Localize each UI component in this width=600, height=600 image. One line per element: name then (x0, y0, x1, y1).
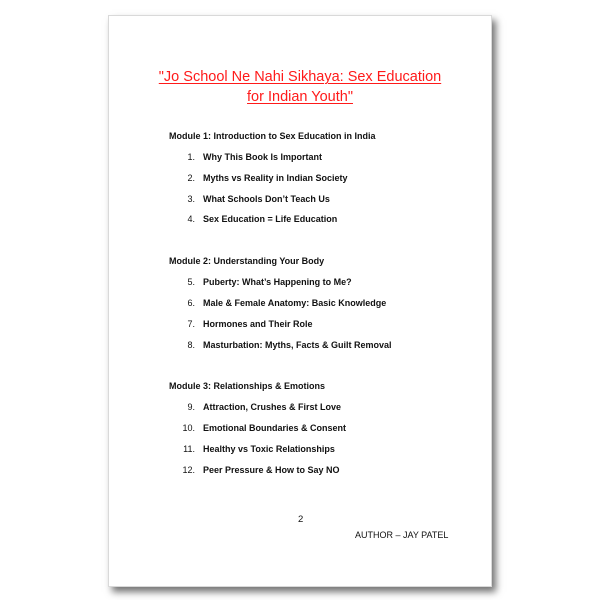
toc-item-number: 8. (187, 340, 195, 350)
author-credit: AUTHOR – JAY PATEL (355, 530, 449, 540)
toc-item-label: Attraction, Crushes & First Love (203, 402, 342, 412)
toc-item-label: Emotional Boundaries & Consent (203, 423, 347, 433)
toc-item-label: Sex Education = Life Education (203, 214, 338, 224)
toc-item-number: 5. (187, 277, 195, 287)
toc-item-number: 6. (187, 298, 195, 308)
toc-item (175, 297, 386, 309)
module-1-heading: Module 1: Introduction to Sex Education in India (169, 131, 376, 141)
page-number: 2 (298, 514, 304, 525)
toc-item (175, 422, 346, 434)
toc-item-number: 2. (187, 173, 195, 183)
toc-item-label: Peer Pressure & How to Say NO (203, 465, 340, 475)
toc-item-label: Why This Book Is Important (203, 152, 323, 162)
toc-item-number: 7. (187, 319, 195, 329)
module-2-heading: Module 2: Understanding Your Body (169, 256, 325, 266)
toc-item (175, 151, 322, 163)
toc-item-number: 4. (187, 214, 195, 224)
toc-item (175, 318, 313, 330)
module-3-heading: Module 3: Relationships & Emotions (169, 381, 326, 391)
toc-item (175, 172, 348, 184)
book-page (108, 15, 492, 587)
toc-item-number: 11. (183, 444, 195, 454)
toc-item-label: Myths vs Reality in Indian Society (203, 173, 348, 183)
page-title (109, 67, 491, 107)
toc-item (175, 464, 340, 476)
toc-item (175, 213, 337, 225)
toc-item-number: 3. (187, 194, 195, 204)
toc-item-number: 1. (187, 152, 195, 162)
toc-item-number: 9. (187, 402, 195, 412)
toc-item-label: Hormones and Their Role (203, 319, 313, 329)
toc-item (175, 443, 335, 455)
toc-item (175, 276, 352, 288)
toc-item-number: 12. (182, 465, 195, 475)
toc-item-label: Puberty: What’s Happening to Me? (203, 277, 352, 287)
toc-item-label: Healthy vs Toxic Relationships (203, 444, 335, 454)
title-line-2: for Indian Youth" (247, 89, 353, 105)
toc-item (175, 339, 392, 351)
toc-item-number: 10. (182, 423, 195, 433)
toc-item (175, 401, 341, 413)
toc-item-label: What Schools Don’t Teach Us (203, 194, 330, 204)
title-line-1: "Jo School Ne Nahi Sikhaya: Sex Education (158, 69, 442, 85)
toc-item-label: Masturbation: Myths, Facts & Guilt Removal (203, 340, 392, 350)
toc-item-label: Male & Female Anatomy: Basic Knowledge (203, 298, 387, 308)
toc-item (175, 193, 330, 205)
